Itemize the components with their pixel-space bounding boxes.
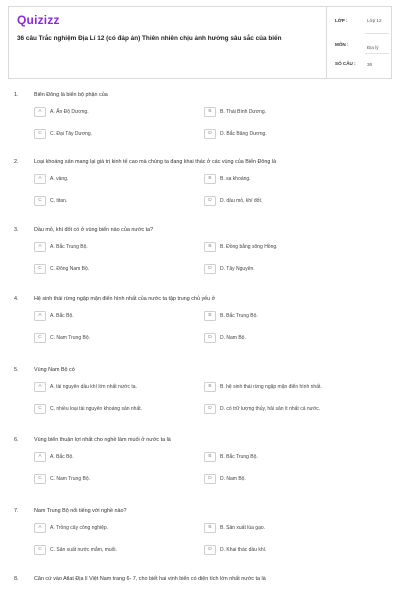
answer-option-a[interactable] (34, 242, 204, 254)
option-letter-box: A (34, 174, 46, 184)
question-text: Biển Đông là biển bộ phận của (34, 92, 108, 98)
answer-option-d[interactable] (204, 474, 374, 486)
question-text: Vùng biển thuận lợi nhất cho nghề làm muối ở nước ta là (34, 437, 171, 443)
option-text: A. Bắc Bộ. (50, 454, 74, 460)
answer-option-a[interactable] (34, 452, 204, 464)
answer-option-b[interactable] (204, 174, 374, 186)
option-text: C. nhiều loại tài nguyên khoáng sản nhất. (50, 406, 143, 412)
option-letter-box: A (34, 242, 46, 252)
option-text: D. có trữ lượng thủy, hải sản ít nhất cả nước. (220, 406, 321, 412)
answer-option-d[interactable] (204, 264, 374, 276)
answer-option-d[interactable] (204, 404, 374, 416)
question-number: 8. (14, 576, 19, 582)
meta-grade-value: Lớp 12 (367, 18, 382, 23)
option-letter-box: A (34, 523, 46, 533)
option-letter-box: B (204, 452, 216, 462)
answer-option-c[interactable] (34, 129, 204, 141)
option-letter-box: B (204, 174, 216, 184)
quizizz-logo: Quizizz (17, 13, 60, 27)
answer-option-b[interactable] (204, 242, 374, 254)
option-text: B. sa khoáng. (220, 176, 251, 182)
question-number: 2. (14, 159, 19, 165)
answer-option-d[interactable] (204, 196, 374, 208)
answer-option-b[interactable] (204, 382, 374, 394)
option-letter-box: B (204, 382, 216, 392)
option-letter-box: C (34, 474, 46, 484)
question-text: Dầu mỏ, khí đốt có ở vùng biển nào của nước ta? (34, 227, 154, 233)
question-text: Hệ sinh thái rừng ngập mặn điển hình nhất của nước ta tập trung chủ yếu ở (34, 296, 216, 302)
option-text: A. Trồng cây công nghiệp. (50, 525, 109, 531)
option-text: C. Nam Trung Bộ. (50, 476, 91, 482)
option-letter-box: B (204, 523, 216, 533)
meta-subject-label: MÔN : (335, 42, 349, 47)
option-text: A. vàng. (50, 176, 69, 182)
question-text: Căn cứ vào Atlat Địa lí Việt Nam trang 6- 7, cho biết hai vịnh biển có diện tích lớn nhất nước ta là (34, 576, 266, 582)
option-letter-box: B (204, 311, 216, 321)
meta-divider (365, 33, 389, 34)
option-letter-box: C (34, 196, 46, 206)
option-text: D. Khai thác dầu khí. (220, 547, 267, 553)
option-letter-box: B (204, 107, 216, 117)
answer-option-a[interactable] (34, 311, 204, 323)
option-text: D. Tây Nguyên. (220, 266, 255, 272)
answer-option-c[interactable] (34, 196, 204, 208)
option-letter-box: A (34, 311, 46, 321)
question-text: Nam Trung Bộ nổi tiếng với nghề nào? (34, 508, 127, 514)
option-text: D. Nam Bộ. (220, 476, 246, 482)
answer-option-a[interactable] (34, 107, 204, 119)
answer-option-c[interactable] (34, 264, 204, 276)
option-text: A. Bắc Bộ. (50, 313, 74, 319)
option-text: C. Đại Tây Dương. (50, 131, 93, 137)
question-text: Vùng Nam Bộ có (34, 367, 75, 373)
answer-option-a[interactable] (34, 523, 204, 535)
option-text: C. Nam Trung Bộ. (50, 335, 91, 341)
answer-option-c[interactable] (34, 404, 204, 416)
option-letter-box: D (204, 474, 216, 484)
option-letter-box: D (204, 264, 216, 274)
option-text: A. Ấn Độ Dương. (50, 109, 89, 115)
meta-count-label: SỐ CÂU : (335, 61, 356, 66)
answer-option-d[interactable] (204, 333, 374, 345)
option-letter-box: A (34, 452, 46, 462)
answer-option-d[interactable] (204, 129, 374, 141)
option-letter-box: C (34, 404, 46, 414)
meta-grade-label: LỚP : (335, 18, 348, 23)
option-letter-box: D (204, 196, 216, 206)
option-letter-box: D (204, 129, 216, 139)
option-text: B. Thái Bình Dương. (220, 109, 267, 115)
option-letter-box: A (34, 382, 46, 392)
option-text: D. Nam Bộ. (220, 335, 246, 341)
option-text: B. Đồng bằng sông Hồng. (220, 244, 278, 250)
option-text: B. Bắc Trung Bộ. (220, 313, 258, 319)
question-text: Loại khoáng sản mang lại giá trị kinh tế cao mà chúng ta đang khai thác ở các vùng của Biển Đông là (34, 159, 277, 165)
worksheet-header (8, 6, 392, 79)
option-text: C. Đông Nam Bộ. (50, 266, 90, 272)
meta-divider (365, 53, 389, 54)
option-letter-box: C (34, 129, 46, 139)
meta-subject-value: Địa lý (367, 45, 379, 50)
answer-option-b[interactable] (204, 107, 374, 119)
question-number: 6. (14, 437, 19, 443)
answer-option-c[interactable] (34, 333, 204, 345)
option-text: C. Sản xuất nước mắm, muối. (50, 547, 117, 553)
answer-option-b[interactable] (204, 523, 374, 535)
option-text: C. titan. (50, 198, 68, 204)
option-letter-box: B (204, 242, 216, 252)
worksheet-meta-panel (326, 7, 392, 78)
option-letter-box: C (34, 333, 46, 343)
option-text: B. hệ sinh thái rừng ngập mặn điển hình nhất. (220, 384, 322, 390)
option-letter-box: C (34, 264, 46, 274)
answer-option-a[interactable] (34, 382, 204, 394)
question-number: 1. (14, 92, 19, 98)
answer-option-a[interactable] (34, 174, 204, 186)
option-text: A. tài nguyên dầu khí lớn nhất nước ta. (50, 384, 137, 390)
option-letter-box: A (34, 107, 46, 117)
question-number: 7. (14, 508, 19, 514)
question-number: 4. (14, 296, 19, 302)
meta-count-value: 36 (367, 62, 373, 67)
option-text: D. dầu mỏ, khí đốt. (220, 198, 263, 204)
option-text: A. Bắc Trung Bộ. (50, 244, 88, 250)
answer-option-d[interactable] (204, 545, 374, 557)
option-letter-box: D (204, 545, 216, 555)
answer-option-b[interactable] (204, 311, 374, 323)
option-letter-box: C (34, 545, 46, 555)
answer-option-b[interactable] (204, 452, 374, 464)
answer-option-c[interactable] (34, 545, 204, 557)
question-number: 3. (14, 227, 19, 233)
answer-option-c[interactable] (34, 474, 204, 486)
option-letter-box: D (204, 404, 216, 414)
option-text: B. Bắc Trung Bộ. (220, 454, 258, 460)
question-number: 5. (14, 367, 19, 373)
worksheet-title: 36 câu Trắc nghiệm Địa Lí 12 (có đáp án) Thiên nhiên chịu ảnh hưởng sâu sắc của biển (17, 35, 282, 42)
option-text: D. Bắc Băng Dương. (220, 131, 267, 137)
option-letter-box: D (204, 333, 216, 343)
option-text: B. Sản xuất lúa gạo. (220, 525, 266, 531)
